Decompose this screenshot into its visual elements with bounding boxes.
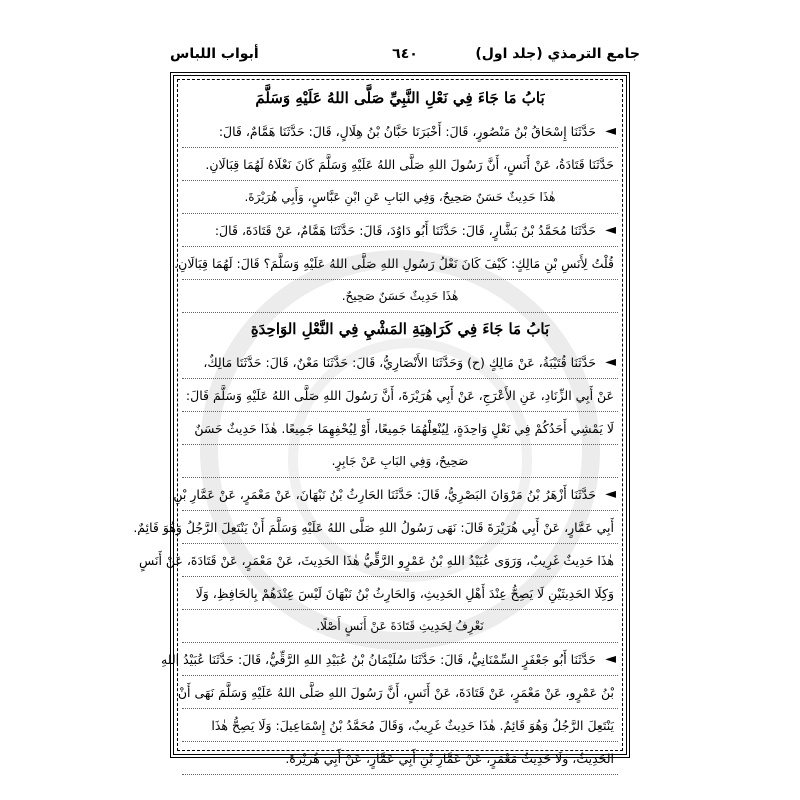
hadith-start-line (182, 214, 618, 247)
hadith-arrow-icon: ◄ (605, 222, 616, 238)
line-text: هٰذَا حَدِيثٌ حَسَنٌ صَحِيحٌ، وَفِي البَابِ عَنِ ابْنِ عَبَّاسٍ، وَأَبِي هُرَيْرَةَ. (244, 190, 556, 204)
hadith-start-line (173, 478, 618, 511)
line-text: يَنْتَعِلَ الرَّجُلُ وَهُوَ قَائِمٌ. هٰذَا حَدِيثٌ غَرِيبٌ، وَقَالَ مُحَمَّدُ بْنُ إِسْمَاعِيلَ: وَلَا يَصِحُّ هٰذَا (211, 718, 614, 733)
line-text: حَدَّثَنَا أَبُو جَعْفَرٍ السِّمْنَانِيُّ، قَالَ: حَدَّثَنَا سُلَيْمَانُ بْنُ عُبَيْدِ اللهِ الرَّقِّيُّ، قَالَ: حَدَّثَنَا عُبَيْدُ اللهِ (161, 652, 596, 667)
line-text: هٰذَا حَدِيثٌ غَرِيبٌ، وَرَوَى عُبَيْدُ اللهِ بْنُ عَمْرٍو الرَّقِّيُّ هٰذَا الحَدِيثَ، عَنْ مَعْمَرٍ، عَنْ قَتَادَةَ، عَنْ أَنَسٍ (139, 553, 614, 568)
hadith-start-line (182, 115, 618, 148)
text-line (182, 412, 618, 445)
chapter-heading (182, 313, 618, 346)
chapter-title: أبواب اللباس (170, 46, 259, 62)
text-line (182, 610, 618, 643)
hadith-arrow-icon: ◄ (605, 486, 616, 502)
text-line (174, 247, 618, 280)
line-text: حَدَّثَنَا قُتَيْبَةُ، عَنْ مَالِكٍ (ح) وَحَدَّثَنَا الأَنْصَارِيُّ، قَالَ: حَدَّثَنَا مَعْنٌ، قَالَ: حَدَّثَنَا مَالِكٌ، (203, 355, 596, 370)
line-text: حَدَّثَنَا إِسْحَاقُ بْنُ مَنْصُورٍ، قَالَ: أَخْبَرَنَا حَبَّانُ بْنُ هِلَالٍ، قَالَ: حَدَّثَنَا هَمَّامٌ، قَالَ: (218, 124, 596, 139)
text-line (182, 280, 618, 313)
line-text: حَدَّثَنَا أَزْهَرُ بْنُ مَرْوَانَ البَصْرِيُّ، قَالَ: حَدَّثَنَا الحَارِثُ بْنُ نَبْهَانَ، عَنْ مَعْمَرٍ، عَنْ عَمَّارِ بْنِ (173, 487, 596, 502)
line-text: الحَدِيثُ، وَلَا حَدِيثُ مَعْمَرٍ، عَنْ عَمَّارِ بْنِ أَبِي عَمَّارٍ، عَنْ أَبِي هُرَيْرَةَ. (285, 751, 614, 766)
line-text: بَابُ مَا جَاءَ فِي كَرَاهِيَةِ المَشْيِ فِي النَّعْلِ الوَاحِدَةِ (250, 320, 550, 338)
page-header (170, 42, 640, 68)
line-text: هٰذَا حَدِيثٌ حَسَنٌ صَحِيحٌ. (341, 289, 459, 303)
text-line (182, 181, 618, 214)
page-number: ٦٤٠ (392, 46, 418, 62)
text-line (182, 445, 618, 478)
line-text: نَعْرِفُ لِحَدِيثِ قَتَادَةَ عَنْ أَنَسٍ أَصْلًا. (316, 619, 484, 633)
text-line (182, 148, 618, 181)
book-title: جامع الترمذي (جلد اول) (475, 46, 640, 62)
line-text: صَحِيحٌ، وَفِي البَابِ عَنْ جَابِرٍ. (331, 454, 469, 468)
text-line (182, 379, 618, 412)
line-text: بْنُ عَمْرٍو، عَنْ مَعْمَرٍ، عَنْ قَتَادَةَ، عَنْ أَنَسٍ، أَنَّ رَسُولَ اللهِ صَلَّى اللهُ عَلَيْهِ وَسَلَّمَ نَهَى أَنْ (177, 685, 614, 700)
text-line (182, 709, 618, 742)
text-line (133, 511, 618, 544)
line-text: حَدَّثَنَا قَتَادَةُ، عَنْ أَنَسٍ، أَنَّ رَسُولَ اللهِ صَلَّى اللهُ عَلَيْهِ وَسَلَّمَ كَانَ نَعْلَاهُ لَهُمَا قِبَالَانِ. (205, 157, 614, 172)
line-text: وَكِلَا الحَدِيثَيْنِ لَا يَصِحُّ عِنْدَ أَهْلِ الحَدِيثِ، وَالحَارِثُ بْنُ نَبْهَانَ لَيْسَ عِنْدَهُمْ بِالحَافِظِ، وَلَا (195, 586, 614, 601)
text-line (182, 577, 618, 610)
text-line (139, 544, 618, 577)
line-text: حَدَّثَنَا مُحَمَّدُ بْنُ بَشَّارٍ، قَالَ: حَدَّثَنَا أَبُو دَاوُدَ، قَالَ: حَدَّثَنَا هَمَّامٌ، عَنْ قَتَادَةَ، قَالَ: (214, 223, 596, 238)
line-text: عَنْ أَبِي الزِّنَادِ، عَنِ الأَعْرَجِ، عَنْ أَبِي هُرَيْرَةَ، أَنَّ رَسُولَ اللهِ صَلَّى اللهُ عَلَيْهِ وَسَلَّمَ قَالَ: (185, 388, 614, 403)
line-text: بَابُ مَا جَاءَ فِي نَعْلِ النَّبِيِّ صَلَّى اللهُ عَلَيْهِ وَسَلَّمَ (255, 89, 545, 107)
hadith-arrow-icon: ◄ (605, 354, 616, 370)
text-body (133, 82, 618, 766)
line-text: أَبِي عَمَّارٍ، عَنْ أَبِي هُرَيْرَةَ قَالَ: نَهَى رَسُولُ اللهِ صَلَّى اللهُ عَلَيْهِ وَسَلَّمَ أَنْ يَنْتَعِلَ الرَّجُلُ وَهُوَ قَائِمٌ. (133, 520, 614, 535)
line-text: لَا يَمْشِي أَحَدُكُمْ فِي نَعْلٍ وَاحِدَةٍ، لِيُنْعِلْهُمَا جَمِيعًا، أَوْ لِيُحْفِهِمَا جَمِيعًا. هٰذَا حَدِيثٌ حَسَنٌ (194, 421, 614, 436)
line-text: قُلْتُ لِأَنَسِ بْنِ مَالِكٍ: كَيْفَ كَانَ نَعْلُ رَسُولِ اللهِ صَلَّى اللهُ عَلَيْهِ وَسَلَّمَ؟ قَالَ: لَهُمَا قِبَالَانِ. (174, 256, 614, 271)
hadith-arrow-icon: ◄ (605, 123, 616, 139)
text-line (182, 742, 618, 775)
chapter-heading (182, 82, 618, 115)
hadith-arrow-icon: ◄ (605, 651, 616, 667)
hadith-start-line (161, 643, 618, 676)
text-line (177, 676, 618, 709)
hadith-start-line (182, 346, 618, 379)
